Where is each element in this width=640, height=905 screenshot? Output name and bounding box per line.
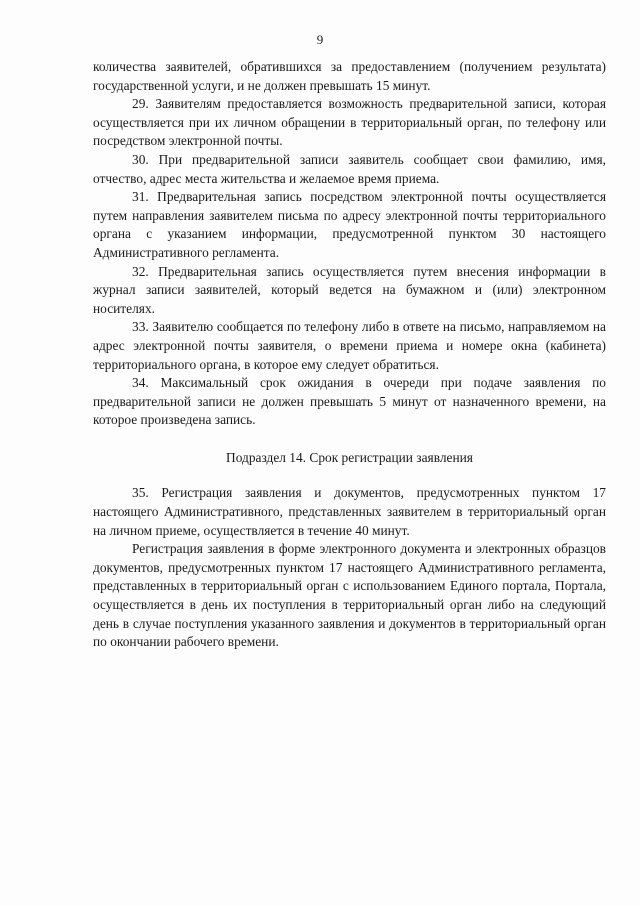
paragraph-30: 30. При предварительной записи заявитель сообщает свои фамилию, имя, отчество, адрес места жительства и желаемое время приема. bbox=[93, 151, 606, 186]
paragraph-34: 34. Максимальный срок ожидания в очереди при подаче заявления по предварительной записи не должен превышать 5 минут от назначенного времени, на которое произведена запись. bbox=[93, 375, 606, 428]
paragraph-32: 32. Предварительная запись осуществляется путем внесения информации в журнал записи заявителей, который ведется на бумажном и (или) электронном носителях. bbox=[93, 263, 606, 316]
paragraph-31: 31. Предварительная запись посредством электронной почты осуществляется путем направления заявителем письма по адресу электронной почты территориального органа с указанием информации, предусмотренной пунктом 30 настоящего Административного регламента. bbox=[93, 189, 606, 260]
paragraph-35-continued: Регистрация заявления в форме электронного документа и электронных образцов документов, предусмотренных пунктом 17 настоящего Административного регламента, представленных в территориальный орган с использованием Единого портала, Портала, осуществляется в день их поступления в территориальный орган либо на следующий день в случае поступления указанного заявления и документов в территориальный орган по окончании рабочего времени. bbox=[93, 541, 606, 650]
subsection-title: Подраздел 14. Срок регистрации заявления bbox=[226, 449, 473, 465]
paragraph-33: 33. Заявителю сообщается по телефону либо в ответе на письмо, направляемом на адрес электронной почты заявителя, о времени приема и номере окна (кабинета) территориального органа, в которое ему следует обратиться. bbox=[93, 319, 606, 372]
paragraph-29: 29. Заявителям предоставляется возможность предварительной записи, которая осуществляется при их личном обращении в территориальный орган, по телефону или посредством электронной почты. bbox=[93, 96, 606, 149]
paragraph-continuation: количества заявителей, обратившихся за предоставлением (получением результата) государственной услуги, и не должен превышать 15 минут. bbox=[93, 59, 606, 93]
paragraph-35: 35. Регистрация заявления и документов, предусмотренных пунктом 17 настоящего Административного, представленных заявителем в территориальный орган на личном приеме, осуществляется в течение 40 минут. bbox=[93, 485, 606, 538]
document-body bbox=[93, 58, 606, 652]
page-number: 9 bbox=[316, 32, 324, 47]
